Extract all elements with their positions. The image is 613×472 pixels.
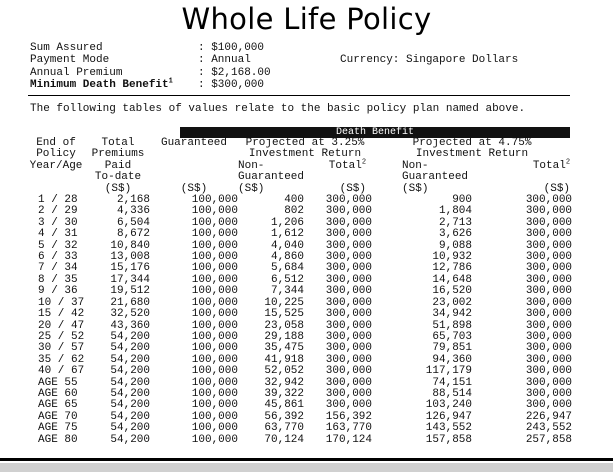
table-cell: 43,360 — [110, 319, 150, 332]
table-cell: 15 / 42 — [38, 308, 85, 321]
table-cell: 300,000 — [525, 205, 573, 218]
table-cell: 4,860 — [270, 251, 304, 264]
table-cell: 34,942 — [432, 308, 473, 321]
table-cell: AGE 70 — [38, 410, 78, 423]
table-cell: 300,000 — [525, 194, 573, 207]
table-row — [26, 366, 572, 377]
table-cell: 100,000 — [191, 387, 238, 400]
table-cell: 300,000 — [325, 216, 373, 229]
header-non-guaranteed-475: Non- Guaranteed (S$) — [402, 159, 469, 195]
table-cell: 100,000 — [191, 228, 238, 241]
table-cell: 1 / 28 — [38, 194, 78, 207]
table-cell: 156,392 — [325, 410, 373, 423]
table-cell: 88,514 — [432, 387, 473, 400]
table-cell: 300,000 — [525, 273, 573, 286]
table-cell: 54,200 — [110, 353, 150, 366]
table-row — [26, 286, 572, 297]
table-cell: 17,344 — [110, 273, 150, 286]
header-guaranteed: Guaranteed (S$) — [160, 137, 227, 195]
annual-premium-value: : $2,168.00 — [198, 66, 271, 79]
table-cell: 54,200 — [110, 342, 150, 355]
table-cell: 100,000 — [191, 262, 238, 275]
table-cell: 13,008 — [110, 251, 150, 264]
table-cell: 300,000 — [325, 376, 373, 389]
table-cell: 15,525 — [264, 308, 304, 321]
table-cell: 100,000 — [191, 353, 238, 366]
min-death-benefit-value: : $300,000 — [198, 79, 265, 92]
table-cell: 300,000 — [325, 308, 373, 321]
table-cell: 56,392 — [264, 410, 304, 423]
table-cell: 100,000 — [191, 342, 238, 355]
table-cell: 52,052 — [264, 365, 304, 378]
table-cell: 300,000 — [325, 205, 373, 218]
header-non-guaranteed-325: Non- Guaranteed (S$) — [238, 159, 305, 195]
header-total-325: Total$^2$ (S$) — [328, 158, 367, 195]
table-cell: 300,000 — [325, 365, 373, 378]
bottom-shadow — [0, 463, 613, 472]
table-cell: 300,000 — [525, 353, 573, 366]
table-cell: 100,000 — [191, 410, 238, 423]
table-cell: 12,786 — [432, 262, 473, 275]
table-cell: 100,000 — [191, 285, 238, 298]
table-cell: 100,000 — [191, 251, 238, 264]
table-cell: 74,151 — [432, 376, 473, 389]
table-cell: 100,000 — [191, 296, 238, 309]
table-cell: 23,058 — [264, 319, 304, 332]
table-cell: 900 — [452, 194, 473, 207]
header-projected-325: Projected at 3.25% Investment Return — [245, 137, 365, 161]
table-cell: 10 / 37 — [38, 296, 85, 309]
table-cell: 300,000 — [325, 330, 373, 343]
table-cell: 100,000 — [191, 239, 238, 252]
table-cell: 300,000 — [525, 228, 573, 241]
table-cell: 23,002 — [432, 296, 473, 309]
table-cell: AGE 60 — [38, 387, 78, 400]
table-row — [26, 309, 572, 320]
table-cell: 300,000 — [525, 285, 573, 298]
table-row — [26, 343, 572, 354]
page-title: Whole Life Policy — [181, 2, 432, 36]
table-cell: 300,000 — [325, 353, 373, 366]
table-cell: 103,240 — [425, 399, 473, 412]
table-cell: 400 — [284, 194, 304, 207]
table-cell: 70,124 — [264, 433, 304, 446]
table-cell: 54,200 — [110, 330, 150, 343]
table-cell: 5,684 — [270, 262, 304, 275]
table-cell: 157,858 — [425, 433, 473, 446]
table-cell: 300,000 — [525, 216, 573, 229]
table-cell: 4,336 — [116, 205, 150, 218]
table-cell: 2,713 — [439, 216, 473, 229]
table-cell: 170,124 — [325, 433, 373, 446]
min-death-benefit-label: Minimum Death Benefit$^1$ — [30, 77, 173, 92]
header-total-premiums: Total Premiums Paid To-date (S$) — [91, 137, 145, 195]
table-cell: 300,000 — [325, 342, 373, 355]
table-cell: 300,000 — [325, 319, 373, 332]
payment-mode-label: Payment Mode — [30, 54, 110, 67]
table-cell: 1,206 — [270, 216, 304, 229]
table-cell: 4 / 31 — [38, 228, 78, 241]
table-cell: 6,504 — [116, 216, 150, 229]
table-cell: 300,000 — [525, 251, 573, 264]
table-cell: 300,000 — [525, 342, 573, 355]
table-header-row — [26, 138, 572, 161]
table-cell: 51,898 — [432, 319, 473, 332]
table-cell: 3 / 30 — [38, 216, 78, 229]
table-cell: 300,000 — [325, 262, 373, 275]
footnote-1-marker: 1 — [168, 77, 173, 86]
table-cell: 79,851 — [432, 342, 473, 355]
table-cell: 4,040 — [270, 239, 304, 252]
table-cell: 3,626 — [439, 228, 473, 241]
table-cell: 100,000 — [191, 365, 238, 378]
table-cell: 300,000 — [325, 239, 373, 252]
table-cell: 54,200 — [110, 387, 150, 400]
policy-values-table — [26, 138, 572, 446]
table-cell: 65,703 — [432, 330, 473, 343]
table-cell: 300,000 — [325, 296, 373, 309]
table-cell: 100,000 — [191, 376, 238, 389]
table-cell: 143,552 — [425, 422, 473, 435]
table-cell: 8,672 — [116, 228, 150, 241]
table-cell: 45,861 — [264, 399, 304, 412]
header-end-of-policy: End of Policy Year/Age — [29, 137, 83, 172]
table-cell: 8 / 35 — [38, 273, 78, 286]
table-cell: 35,475 — [264, 342, 304, 355]
table-cell: 7 / 34 — [38, 262, 78, 275]
table-cell: 54,200 — [110, 422, 150, 435]
death-benefit-header-bar: Death Benefit — [180, 127, 570, 138]
table-cell: 16,520 — [432, 285, 473, 298]
table-cell: 100,000 — [191, 422, 238, 435]
table-cell: AGE 80 — [38, 433, 78, 446]
table-cell: 100,000 — [191, 308, 238, 321]
header-total-475: Total$^2$ (S$) — [532, 158, 571, 195]
table-cell: 1,612 — [270, 228, 304, 241]
table-cell: 1,804 — [439, 205, 473, 218]
table-cell: 100,000 — [191, 273, 238, 286]
table-cell: 100,000 — [191, 216, 238, 229]
table-cell: 2 / 29 — [38, 205, 78, 218]
table-cell: 9 / 36 — [38, 285, 78, 298]
table-cell: 300,000 — [525, 296, 573, 309]
table-cell: 300,000 — [325, 387, 373, 400]
table-cell: 243,552 — [525, 422, 573, 435]
table-cell: 300,000 — [525, 308, 573, 321]
table-cell: 117,179 — [425, 365, 473, 378]
table-cell: 2,168 — [116, 194, 150, 207]
table-cell: 300,000 — [525, 262, 573, 275]
table-cell: 126,947 — [425, 410, 473, 423]
table-cell: 300,000 — [525, 365, 573, 378]
table-cell: 300,000 — [325, 273, 373, 286]
table-cell: 300,000 — [325, 228, 373, 241]
table-cell: 19,512 — [110, 285, 150, 298]
table-cell: 300,000 — [525, 239, 573, 252]
table-cell: 300,000 — [525, 387, 573, 400]
table-cell: 21,680 — [110, 296, 150, 309]
annual-premium-label: Annual Premium — [30, 66, 123, 79]
table-cell: 9,088 — [439, 239, 473, 252]
table-cell: 54,200 — [110, 399, 150, 412]
table-cell: 300,000 — [325, 399, 373, 412]
table-cell: 54,200 — [110, 410, 150, 423]
intro-text: The following tables of values relate to the basic policy plan named above. — [30, 103, 526, 115]
bottom-border — [0, 458, 613, 461]
table-cell: 300,000 — [525, 399, 573, 412]
table-cell: 163,770 — [325, 422, 373, 435]
table-cell: 300,000 — [325, 285, 373, 298]
header-projected-475: Projected at 4.75% Investment Return — [412, 137, 532, 161]
table-cell: 300,000 — [525, 376, 573, 389]
table-cell: 32,942 — [264, 376, 304, 389]
table-cell: 100,000 — [191, 205, 238, 218]
table-cell: 14,648 — [432, 273, 473, 286]
currency-label: Currency: Singapore Dollars — [340, 54, 519, 67]
table-cell: 29,188 — [264, 330, 304, 343]
table-cell: 100,000 — [191, 319, 238, 332]
table-cell: 300,000 — [325, 194, 373, 207]
table-cell: 6 / 33 — [38, 251, 78, 264]
table-cell: 300,000 — [525, 330, 573, 343]
table-cell: 35 / 62 — [38, 353, 85, 366]
sum-assured-value: : $100,000 — [198, 42, 265, 54]
table-cell: AGE 75 — [38, 422, 78, 435]
table-cell: 63,770 — [264, 422, 304, 435]
table-cell: 32,520 — [110, 308, 150, 321]
table-cell: 300,000 — [525, 319, 573, 332]
table-row — [26, 423, 572, 434]
table-cell: 40 / 67 — [38, 365, 85, 378]
table-cell: AGE 55 — [38, 376, 78, 389]
table-cell: 7,344 — [270, 285, 304, 298]
table-cell: 10,840 — [110, 239, 150, 252]
payment-mode-value: : Annual — [198, 54, 251, 67]
divider — [28, 95, 570, 96]
table-cell: 802 — [284, 205, 304, 218]
table-cell: 54,200 — [110, 365, 150, 378]
table-cell: 10,225 — [264, 296, 304, 309]
table-cell: 30 / 57 — [38, 342, 85, 355]
table-cell: 6,512 — [270, 273, 304, 286]
table-row — [26, 435, 572, 446]
sum-assured-label: Sum Assured — [30, 42, 103, 54]
table-cell: 100,000 — [191, 330, 238, 343]
table-cell: 41,918 — [264, 353, 304, 366]
table-cell: 226,947 — [525, 410, 573, 423]
table-cell: 100,000 — [191, 194, 238, 207]
table-cell: 25 / 52 — [38, 330, 85, 343]
table-cell: 94,360 — [432, 353, 473, 366]
table-cell: 20 / 47 — [38, 319, 85, 332]
table-cell: 100,000 — [191, 433, 238, 446]
table-cell: 54,200 — [110, 433, 150, 446]
table-cell: 39,322 — [264, 387, 304, 400]
table-cell: 100,000 — [191, 399, 238, 412]
table-cell: AGE 65 — [38, 399, 78, 412]
table-cell: 10,932 — [432, 251, 473, 264]
table-cell: 54,200 — [110, 376, 150, 389]
table-cell: 5 / 32 — [38, 239, 78, 252]
table-cell: 15,176 — [110, 262, 150, 275]
table-row — [26, 229, 572, 240]
table-cell: 257,858 — [525, 433, 573, 446]
table-cell: 300,000 — [325, 251, 373, 264]
